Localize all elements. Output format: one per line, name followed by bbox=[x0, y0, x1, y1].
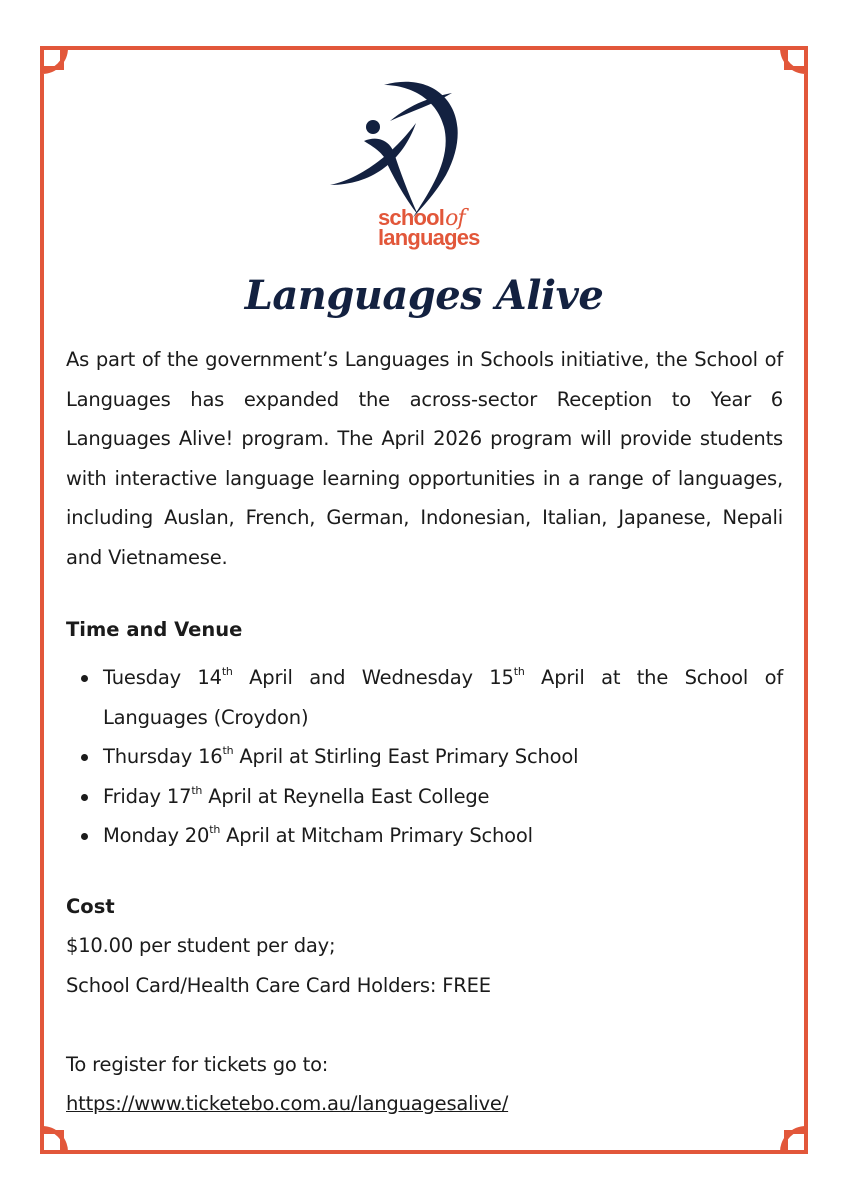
list-item: Monday 20th April at Mitcham Primary School bbox=[66, 816, 783, 856]
time-venue-heading: Time and Venue bbox=[66, 618, 243, 641]
logo-word-languages: languages bbox=[378, 225, 480, 250]
schedule-list bbox=[66, 658, 783, 856]
logo-word-school: school bbox=[378, 205, 445, 230]
logo-wordmark bbox=[378, 205, 538, 250]
page-title: Languages Alive bbox=[244, 272, 604, 319]
cost-heading: Cost bbox=[66, 895, 115, 918]
list-item: Thursday 16th April at Stirling East Primary School bbox=[66, 737, 783, 777]
list-item: Friday 17th April at Reynella East College bbox=[66, 777, 783, 817]
intro-paragraph: As part of the government’s Languages in Schools initiative, the School of Languages has expanded the across-sector Reception to Year 6 Languages Alive! program. The April 2026 program will provide students with interactive language learning opportunities in a range of languages, including Auslan, French, German, Indonesian, Italian, Japanese, Nepali and Vietnamese. bbox=[66, 348, 783, 569]
list-item: Tuesday 14th April and Wednesday 15th April at the School of Languages (Croydon) bbox=[66, 658, 783, 737]
register-link[interactable]: https://www.ticketebo.com.au/languagesalive/ bbox=[66, 1092, 509, 1115]
cost-line-concession: School Card/Health Care Card Holders: FREE bbox=[66, 974, 491, 997]
cost-line-price: $10.00 per student per day; bbox=[66, 934, 336, 957]
logo-word-of: of bbox=[445, 206, 465, 231]
register-text: To register for tickets go to: bbox=[66, 1053, 329, 1076]
